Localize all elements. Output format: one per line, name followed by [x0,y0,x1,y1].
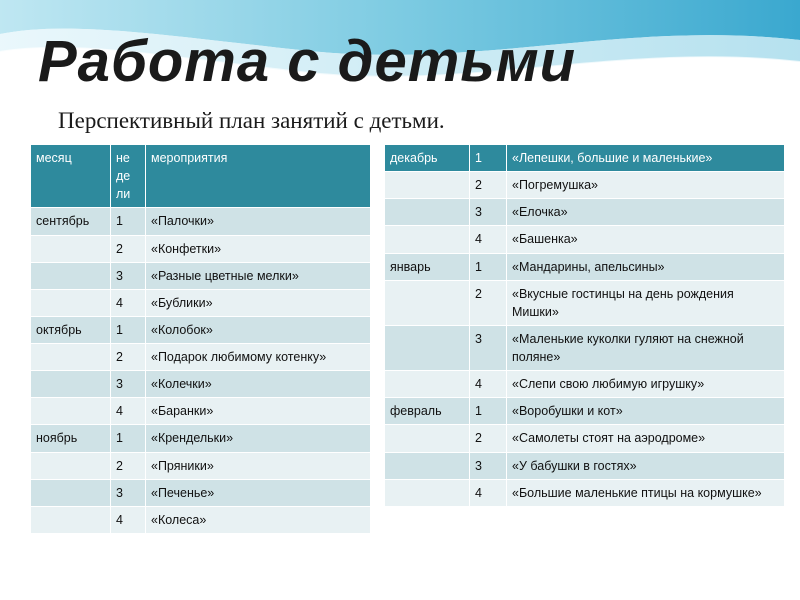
event-cell: «Колеса» [146,506,371,533]
event-cell: «Колечки» [146,371,371,398]
event-cell: «Слепи свою любимую игрушку» [507,371,785,398]
week-cell: 1 [111,425,146,452]
week-cell: 4 [470,371,507,398]
week-cell: 2 [470,280,507,325]
table-row [385,199,785,226]
week-cell: 4 [111,289,146,316]
event-cell: «Мандарины, апельсины» [507,253,785,280]
table-row [385,425,785,452]
week-cell: 3 [470,452,507,479]
table-row [385,280,785,325]
table-row [385,325,785,370]
week-cell: 1 [111,208,146,235]
month-cell [31,371,111,398]
table-row [31,289,371,316]
col-header-month: месяц [31,145,111,208]
table-row [31,452,371,479]
event-cell: «Бублики» [146,289,371,316]
schedule-table-right [384,144,785,507]
table-row [385,253,785,280]
event-cell: «Вкусные гостинцы на день рождения Мишки» [507,280,785,325]
table-row [31,506,371,533]
event-cell: «Колобок» [146,316,371,343]
week-cell: 2 [470,425,507,452]
table-row [31,262,371,289]
event-cell: «Палочки» [146,208,371,235]
month-cell: сентябрь [31,208,111,235]
table-row [31,398,371,425]
month-cell [31,262,111,289]
event-cell: «У бабушки в гостях» [507,452,785,479]
table-row [385,371,785,398]
table-row [31,479,371,506]
month-cell [31,344,111,371]
month-cell [385,371,470,398]
week-cell: 1 [470,253,507,280]
month-cell: декабрь [385,145,470,172]
month-cell: февраль [385,398,470,425]
schedule-table-left [30,144,371,534]
event-cell: «Баранки» [146,398,371,425]
month-cell [385,172,470,199]
week-cell: 1 [470,145,507,172]
table-row [31,208,371,235]
week-cell: 3 [111,262,146,289]
week-cell: 4 [470,226,507,253]
month-cell [385,479,470,506]
week-cell: 4 [470,479,507,506]
month-cell [385,325,470,370]
month-cell [31,479,111,506]
week-cell: 2 [111,452,146,479]
week-cell: 1 [111,316,146,343]
week-cell: 4 [111,398,146,425]
event-cell: «Большие маленькие птицы на кормушке» [507,479,785,506]
month-cell [31,398,111,425]
col-header-events: мероприятия [146,145,371,208]
event-cell: «Погремушка» [507,172,785,199]
table-row [31,235,371,262]
table-row [31,371,371,398]
week-cell: 3 [111,371,146,398]
event-cell: «Лепешки, большие и маленькие» [507,145,785,172]
month-cell [31,452,111,479]
event-cell: «Пряники» [146,452,371,479]
event-cell: «Конфетки» [146,235,371,262]
month-cell [385,425,470,452]
event-cell: «Воробушки и кот» [507,398,785,425]
event-cell: «Разные цветные мелки» [146,262,371,289]
table-row [31,344,371,371]
page-subtitle: Перспективный план занятий с детьми. [58,108,445,133]
table-row [385,172,785,199]
month-cell [31,289,111,316]
month-cell [31,235,111,262]
month-cell: январь [385,253,470,280]
week-cell: 2 [470,172,507,199]
table-row [385,452,785,479]
event-cell: «Крендельки» [146,425,371,452]
event-cell: «Маленькие куколки гуляют на снежной поляне» [507,325,785,370]
week-cell: 3 [470,199,507,226]
month-cell: октябрь [31,316,111,343]
month-cell [31,506,111,533]
month-cell [385,280,470,325]
week-cell: 2 [111,235,146,262]
table-row [385,145,785,172]
page-title: Работа с детьми [38,29,577,94]
col-header-week [111,145,146,208]
week-cell: 1 [470,398,507,425]
table-row [385,479,785,506]
month-cell: ноябрь [31,425,111,452]
week-cell: 4 [111,506,146,533]
week-cell: 3 [470,325,507,370]
month-cell [385,226,470,253]
month-cell [385,199,470,226]
table-row [385,226,785,253]
event-cell: «Елочка» [507,199,785,226]
event-cell: «Подарок любимому котенку» [146,344,371,371]
week-cell: 3 [111,479,146,506]
week-cell: 2 [111,344,146,371]
table-header-row [31,145,371,208]
col-header-week-label: не де ли [116,151,131,202]
event-cell: «Башенка» [507,226,785,253]
table-row [31,425,371,452]
event-cell: «Печенье» [146,479,371,506]
table-row [385,398,785,425]
table-row [31,316,371,343]
event-cell: «Самолеты стоят на аэродроме» [507,425,785,452]
month-cell [385,452,470,479]
